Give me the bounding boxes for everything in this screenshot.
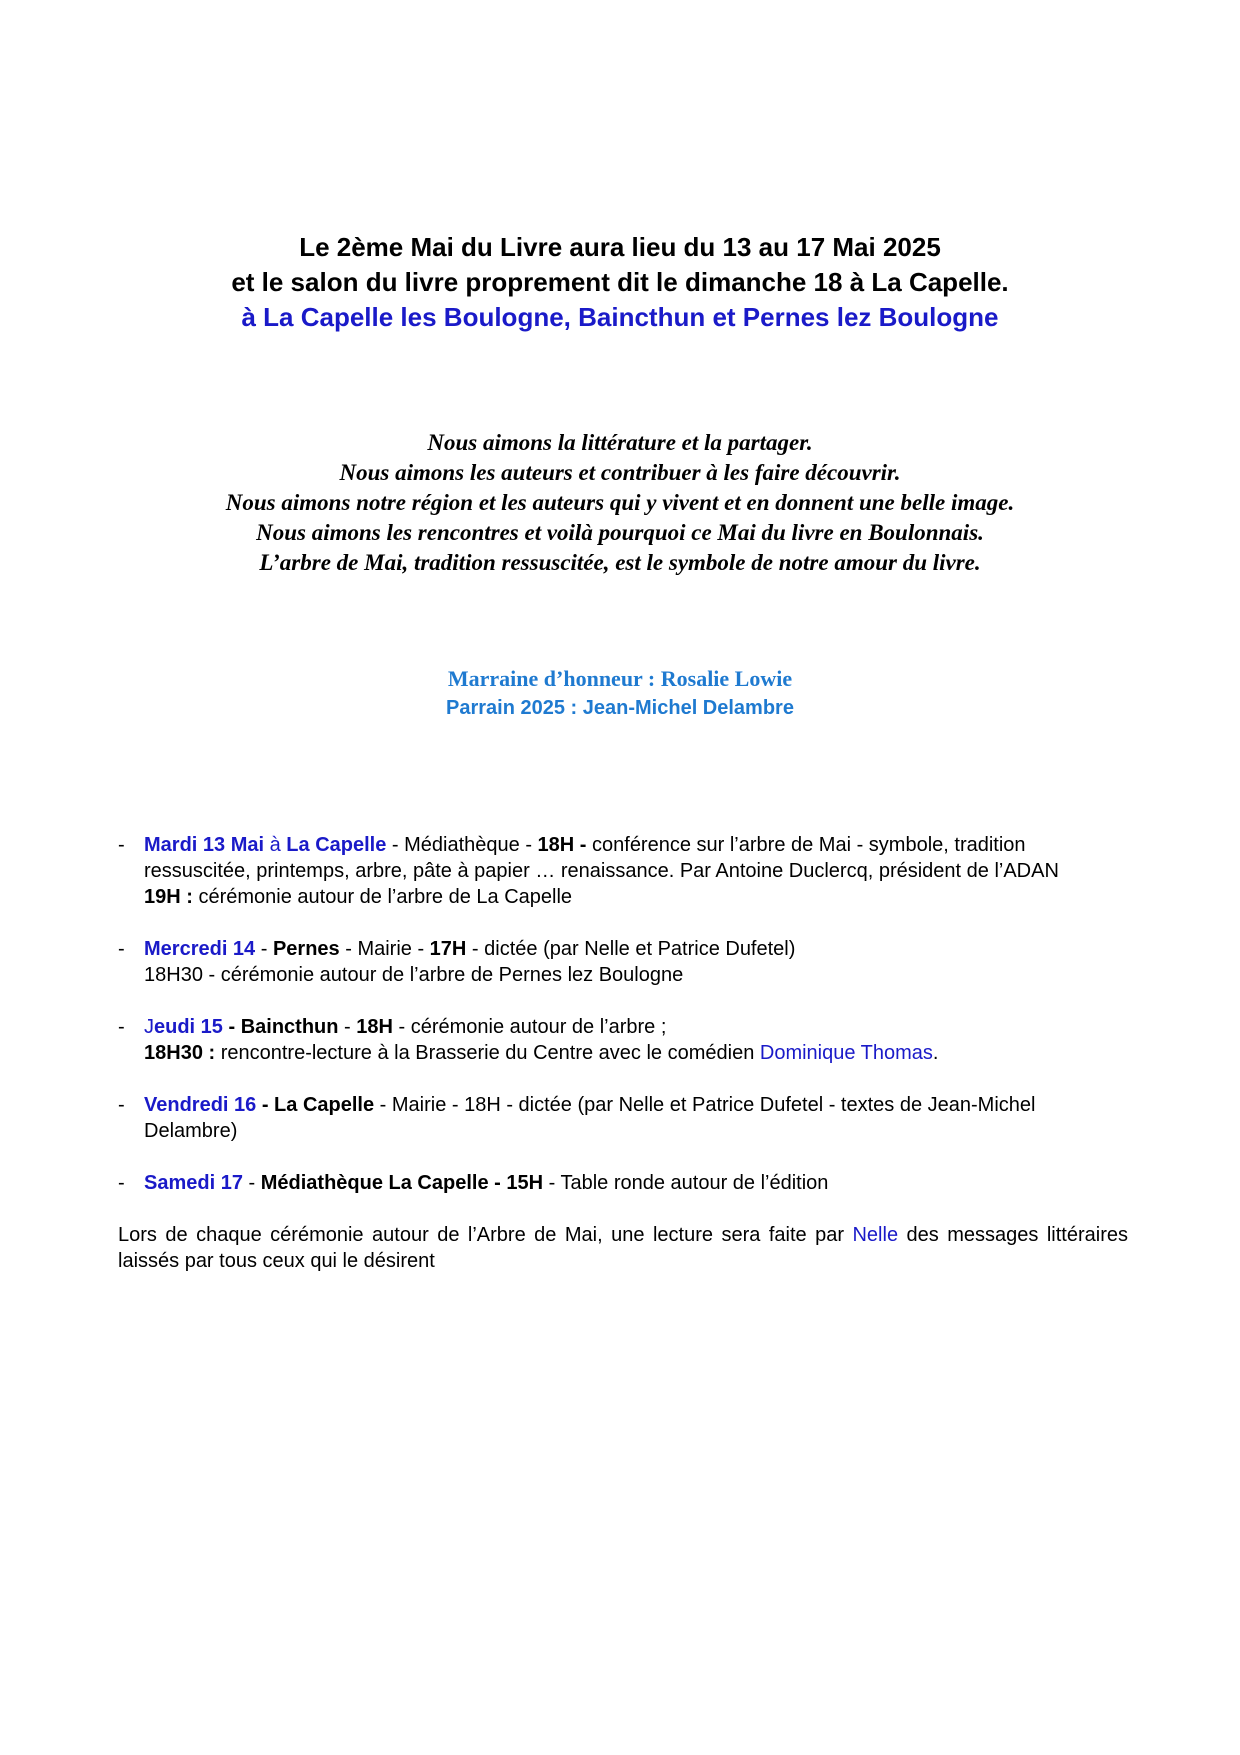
entry-text: - Mairie -	[339, 938, 430, 960]
entry-day: eudi 15	[154, 1016, 223, 1038]
entry-text: - dictée (par Nelle et Patrice Dufetel)	[466, 938, 796, 960]
entry-time: 18H -	[537, 834, 587, 856]
list-dash: -	[118, 1016, 125, 1038]
program-entry-mercredi	[118, 936, 1128, 988]
heading-line-places: à La Capelle les Boulogne, Baincthun et Pernes lez Boulogne	[241, 302, 999, 332]
motto-line: Nous aimons les auteurs et contribuer à les faire découvrir.	[339, 460, 901, 485]
marraine-line: Marraine d’honneur : Rosalie Lowie	[447, 666, 793, 691]
entry-text: conférence sur l’arbre de Mai - symbole, tradition ressuscitée, printemps, arbre, pâte à papier … renaissance. Par Antoine Duclercq, président de l’ADAN	[144, 834, 1059, 882]
list-dash: -	[118, 938, 125, 960]
entry-time: 18H	[356, 1016, 393, 1038]
entry-text: -	[255, 938, 273, 960]
entry-subline: 18H30 - cérémonie autour de l’arbre de Pernes lez Boulogne	[144, 964, 684, 986]
entry-place: - Baincthun	[222, 1016, 339, 1038]
entry-place: Médiathèque La Capelle - 15H	[260, 1172, 544, 1194]
heading-line-dates: Le 2ème Mai du Livre aura lieu du 13 au 17 Mai 2025	[299, 232, 941, 262]
list-dash: -	[118, 834, 125, 856]
entry-text: cérémonie autour de l’arbre de La Capelle	[192, 886, 573, 908]
entry-place: Pernes	[272, 938, 340, 960]
program-entry-mardi	[118, 832, 1128, 910]
entry-time: 18H30 :	[144, 1042, 216, 1064]
entry-text: -	[242, 1172, 261, 1194]
motto-line: Nous aimons notre région et les auteurs qui y vivent et en donnent une belle image.	[225, 490, 1015, 515]
entry-text: rencontre-lecture à la Brasserie du Centre avec le comédien	[215, 1042, 760, 1064]
entry-time: 19H :	[144, 886, 193, 908]
entry-day: Samedi 17	[144, 1172, 243, 1194]
entry-day-initial: J	[144, 1016, 154, 1038]
closing-text: des messages littéraires laissés par tous ceux qui le désirent	[118, 1224, 1128, 1272]
honors-block	[0, 664, 1240, 722]
entry-connector: à	[264, 834, 287, 856]
program-entry-vendredi	[118, 1092, 1128, 1144]
list-dash: -	[118, 1172, 125, 1194]
program-entry-samedi	[118, 1170, 1128, 1196]
motto-block	[0, 428, 1240, 578]
entry-text: - Médiathèque -	[386, 834, 538, 856]
entry-place: La Capelle	[286, 834, 387, 856]
entry-place: - La Capelle	[256, 1094, 375, 1116]
parrain-line: Parrain 2025 : Jean-Michel Delambre	[446, 697, 794, 719]
closing-text: Lors de chaque cérémonie autour de l’Arbre de Mai, une lecture sera faite par	[118, 1224, 853, 1246]
motto-line: L’arbre de Mai, tradition ressuscitée, est le symbole de notre amour du livre.	[259, 550, 981, 575]
program-entry-jeudi	[118, 1014, 1128, 1066]
motto-line: Nous aimons les rencontres et voilà pourquoi ce Mai du livre en Boulonnais.	[256, 520, 984, 545]
list-dash: -	[118, 1094, 125, 1116]
closing-paragraph	[118, 1222, 1128, 1274]
entry-text: .	[932, 1042, 939, 1064]
heading-line-salon: et le salon du livre proprement dit le dimanche 18 à La Capelle.	[231, 267, 1009, 297]
program-list	[118, 832, 1128, 1274]
reader-name: Nelle	[852, 1224, 899, 1246]
entry-day: Vendredi 16	[144, 1094, 257, 1116]
entry-text: - Table ronde autour de l’édition	[543, 1172, 829, 1194]
entry-day: Mercredi 14	[144, 938, 256, 960]
guest-name: Dominique Thomas	[759, 1042, 933, 1064]
entry-text: - Mairie - 18H - dictée (par Nelle et Patrice Dufetel - textes de Jean-Michel Delambre)	[144, 1094, 1036, 1142]
event-heading	[0, 230, 1240, 335]
entry-subline	[144, 884, 1128, 910]
entry-time: 17H	[429, 938, 467, 960]
motto-line: Nous aimons la littérature et la partager.	[427, 430, 813, 455]
entry-text: - cérémonie autour de l’arbre ;	[392, 1016, 667, 1038]
entry-day: Mardi 13 Mai	[144, 834, 265, 856]
entry-subline	[144, 1040, 1128, 1066]
entry-text: -	[338, 1016, 357, 1038]
